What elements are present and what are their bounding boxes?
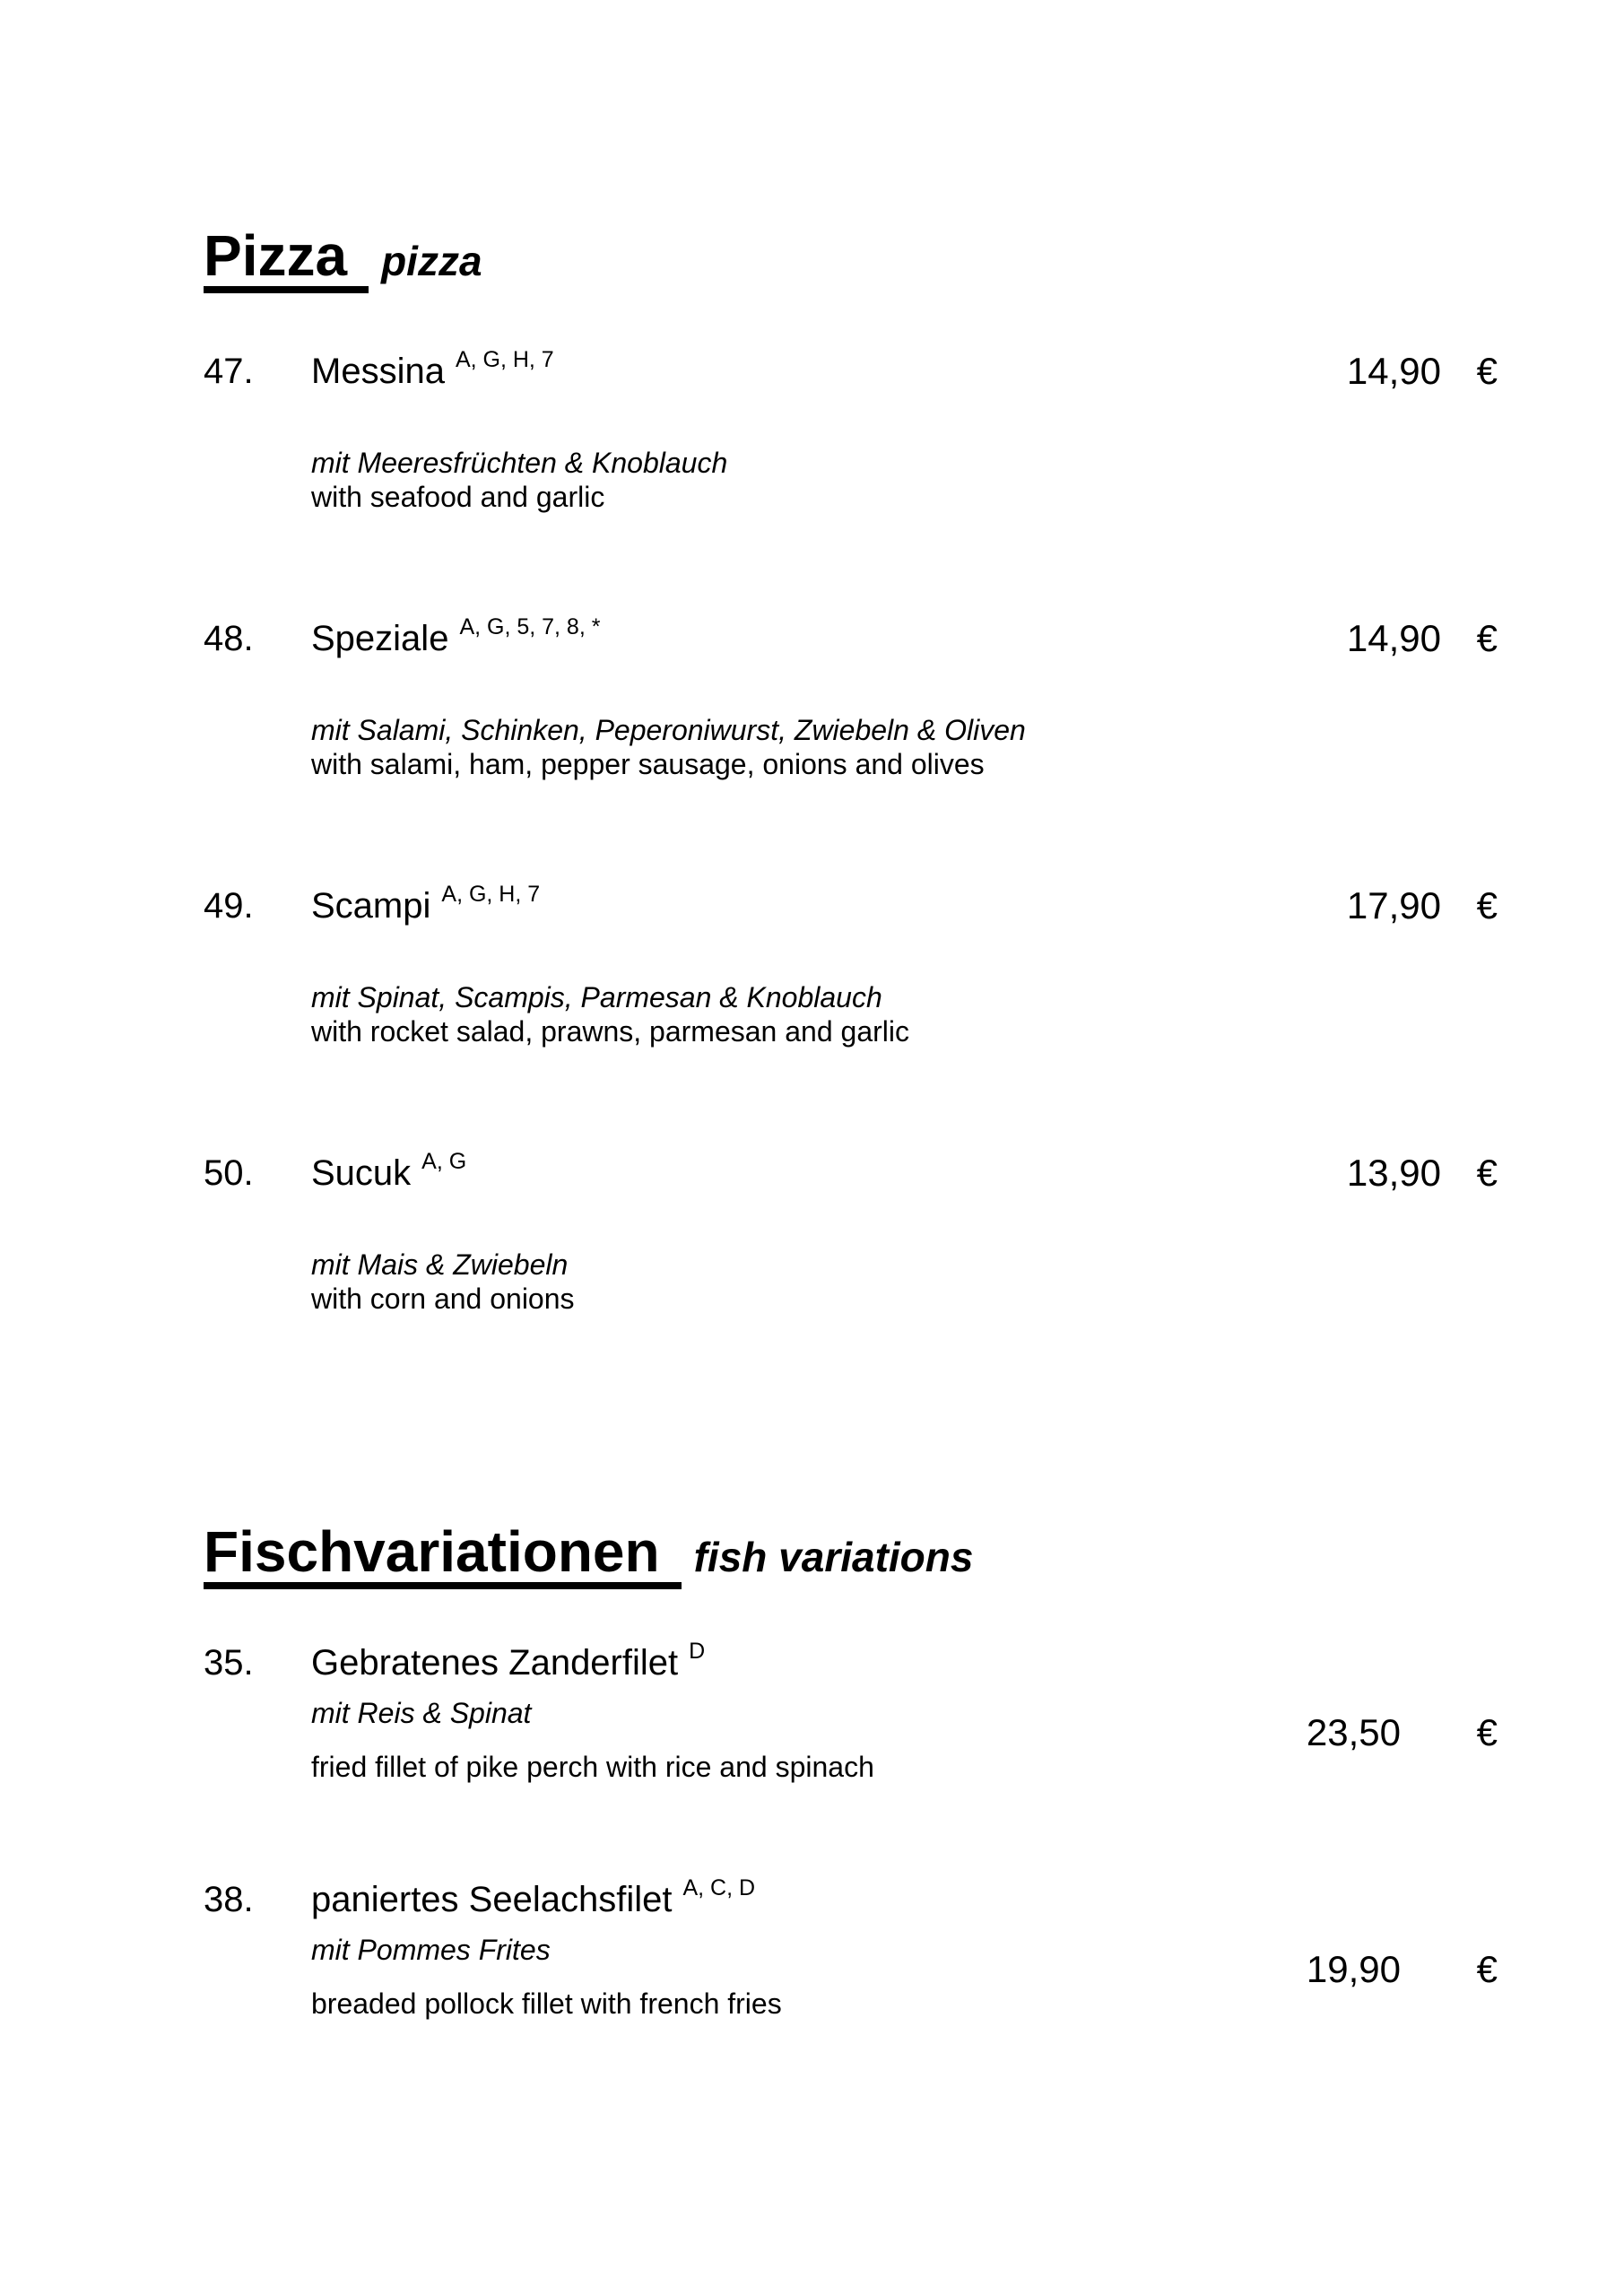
section-title-translation: pizza (381, 238, 482, 284)
item-desc-english: with corn and onions (311, 1283, 575, 1316)
item-row (204, 347, 1498, 397)
menu-item-49 (204, 884, 1498, 1048)
item-name: paniertes Seelachsfilet (311, 1880, 673, 1920)
item-desc-german: mit Pommes Frites (311, 1934, 551, 1967)
item-row (204, 614, 1498, 665)
section-heading-fischvariationen (204, 1519, 1498, 1589)
item-name: Gebratenes Zanderfilet (311, 1643, 679, 1683)
euro-currency-symbol: € (1476, 350, 1498, 393)
allergen-superscript: A, C, D (682, 1875, 756, 1901)
price-group (1311, 350, 1498, 393)
section-fischvariationen (204, 1519, 1498, 2021)
section-title-de: Fischvariationen (204, 1522, 682, 1589)
item-name: Messina (311, 352, 445, 392)
item-desc-german: mit Salami, Schinken, Peperoniwurst, Zwiebeln & Oliven (311, 714, 1026, 747)
allergen-superscript: A, G (421, 1149, 467, 1175)
price-group (1271, 1711, 1498, 1754)
section-title-translation: fish variations (693, 1534, 974, 1581)
menu-item-47 (204, 347, 1498, 514)
price-group (1311, 884, 1498, 927)
item-price: 14,90 (1346, 617, 1441, 660)
item-desc-english: breaded pollock fillet with french fries (311, 1987, 782, 2021)
item-row (204, 884, 1498, 932)
item-desc-english: with rocket salad, prawns, parmesan and garlic (311, 1015, 909, 1048)
item-price: 17,90 (1346, 884, 1441, 927)
price-group (1311, 617, 1498, 660)
euro-currency-symbol: € (1476, 1152, 1498, 1195)
menu-item-38 (204, 1875, 1498, 2021)
item-row (204, 1875, 1498, 1926)
item-row (204, 1641, 1498, 1689)
item-name: Speziale (311, 619, 449, 659)
item-name: Scampi (311, 886, 431, 926)
item-number: 47. (204, 352, 254, 392)
item-number: 48. (204, 619, 254, 659)
section-title-de: Pizza (204, 226, 369, 293)
allergen-superscript: A, G, 5, 7, 8, * (459, 614, 601, 640)
item-number: 49. (204, 886, 254, 926)
allergen-superscript: D (689, 1639, 706, 1665)
price-group (1271, 1948, 1498, 1991)
item-desc-german: mit Spinat, Scampis, Parmesan & Knoblauch (311, 981, 882, 1014)
item-price: 19,90 (1306, 1948, 1401, 1991)
section-heading-pizza (204, 223, 1498, 293)
euro-currency-symbol: € (1476, 884, 1498, 927)
item-desc-german: mit Mais & Zwiebeln (311, 1248, 569, 1282)
allergen-superscript: A, G, H, 7 (455, 347, 554, 373)
euro-currency-symbol: € (1476, 617, 1498, 660)
item-row (204, 1149, 1498, 1199)
menu-item-35 (204, 1641, 1498, 1784)
item-desc-english: with seafood and garlic (311, 481, 605, 514)
item-desc-english: fried fillet of pike perch with rice and spinach (311, 1751, 874, 1784)
item-desc-german: mit Meeresfrüchten & Knoblauch (311, 447, 728, 480)
item-price: 14,90 (1346, 350, 1441, 393)
item-name: Sucuk (311, 1153, 412, 1194)
section-pizza (204, 223, 1498, 1316)
item-number: 35. (204, 1643, 254, 1683)
item-price: 13,90 (1346, 1152, 1441, 1195)
menu-item-48 (204, 614, 1498, 781)
price-group (1311, 1152, 1498, 1195)
euro-currency-symbol: € (1476, 1948, 1498, 1991)
item-desc-german: mit Reis & Spinat (311, 1697, 532, 1730)
menu-item-50 (204, 1149, 1498, 1316)
item-number: 38. (204, 1880, 254, 1920)
item-desc-english: with salami, ham, pepper sausage, onions and olives (311, 748, 985, 781)
item-price: 23,50 (1306, 1711, 1401, 1754)
item-number: 50. (204, 1153, 254, 1194)
euro-currency-symbol: € (1476, 1711, 1498, 1754)
allergen-superscript: A, G, H, 7 (441, 882, 541, 908)
